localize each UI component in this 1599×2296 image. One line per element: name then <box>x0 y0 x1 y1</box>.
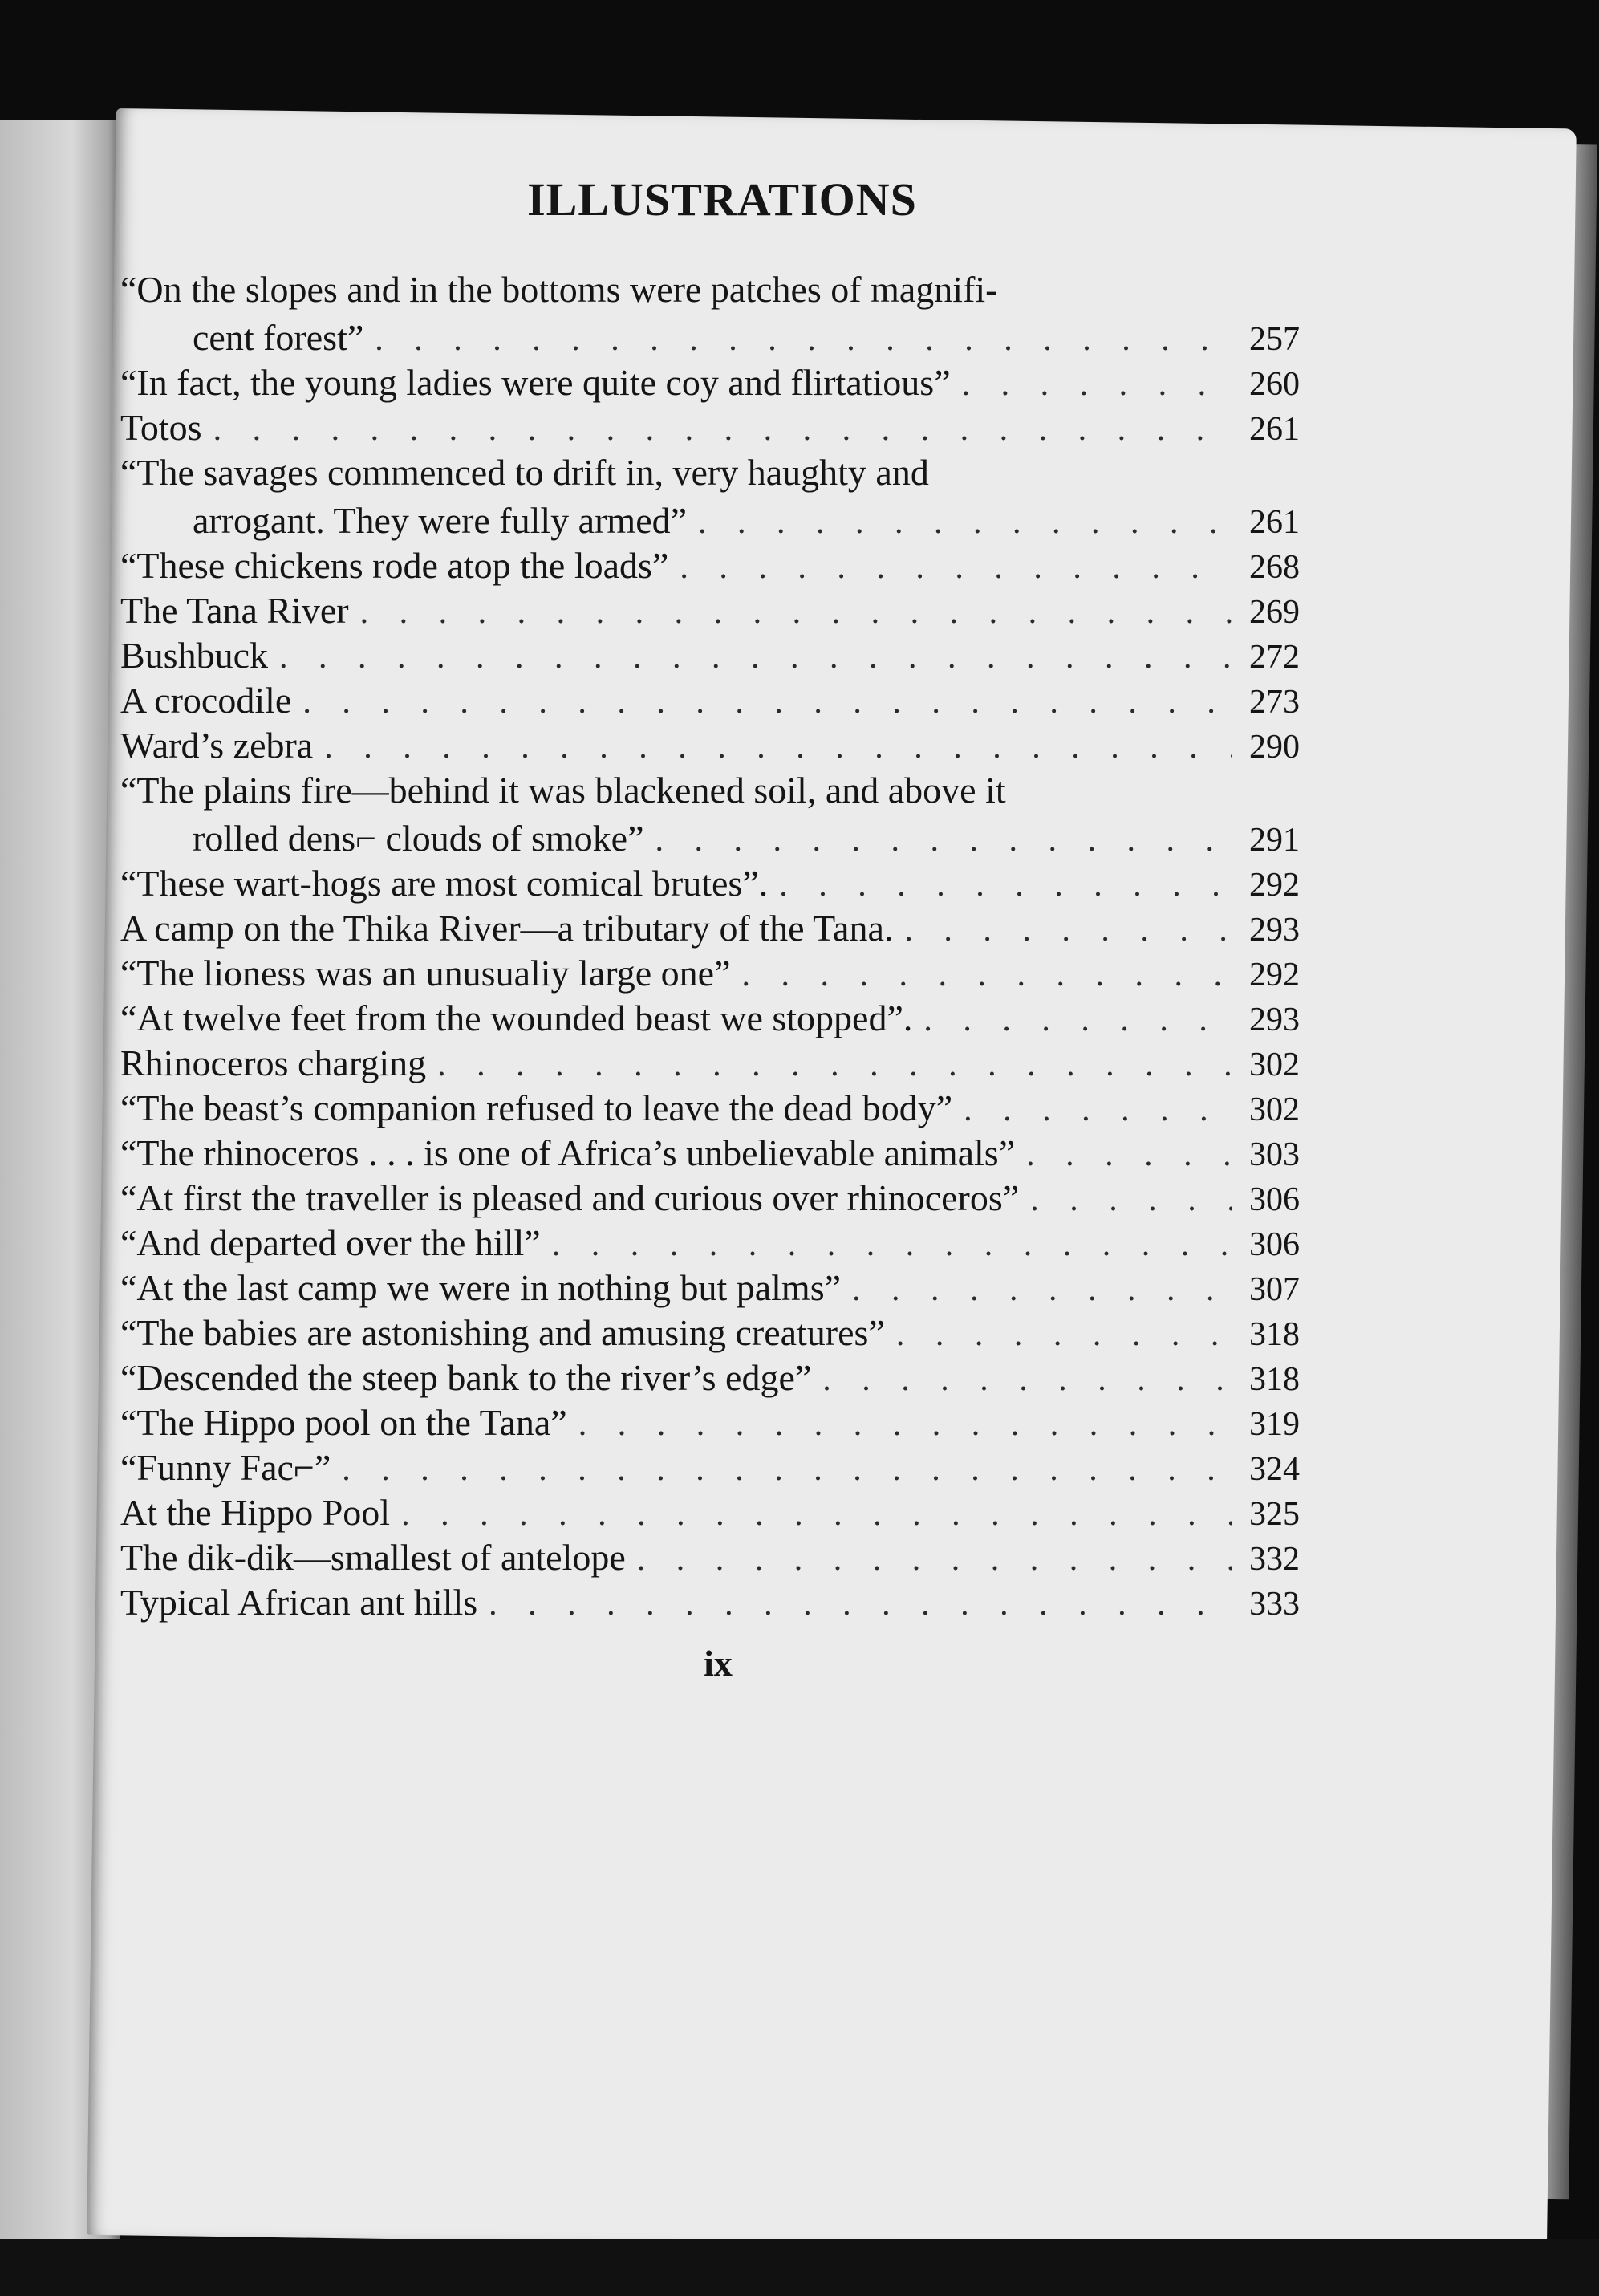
list-item <box>120 1037 1300 1082</box>
entry-line <box>120 857 1300 902</box>
entry-line <box>120 947 1300 992</box>
entry-line <box>120 1531 1300 1576</box>
entry-line <box>120 1576 1300 1621</box>
entry-caption: “And departed over the hill” <box>120 1222 541 1263</box>
entry-caption: At the Hippo Pool <box>120 1492 391 1533</box>
entry-caption: Typical African ant hills <box>120 1582 478 1623</box>
dot-leader <box>822 1363 1232 1396</box>
entry-caption: “The beast’s companion refused to leave the dead body” <box>120 1087 953 1128</box>
page-number: 261 <box>1249 411 1300 448</box>
list-item <box>120 356 1300 401</box>
dot-leader <box>779 868 1232 902</box>
entry-line <box>120 902 1300 947</box>
dot-leader <box>437 1048 1232 1082</box>
entry-caption: “At twelve feet from the wounded beast we stopped”. <box>120 998 913 1038</box>
entry-caption: Ward’s zebra <box>120 725 314 766</box>
page-number: 302 <box>1249 1091 1300 1128</box>
page-number: 332 <box>1249 1541 1300 1578</box>
entry-line <box>120 1217 1300 1262</box>
dot-leader <box>342 1453 1232 1486</box>
entry-line <box>120 263 1300 308</box>
dot-leader <box>489 1587 1232 1621</box>
entry-caption: “At first the traveller is pleased and curious over rhinoceros” <box>120 1177 1020 1218</box>
entry-line <box>120 1306 1300 1351</box>
dot-leader <box>964 1093 1232 1127</box>
dot-leader <box>680 551 1232 584</box>
entry-line <box>120 1262 1300 1306</box>
entry-caption: “The lioness was an unusualiy large one” <box>120 953 731 994</box>
page-number: 268 <box>1249 549 1300 586</box>
entry-caption: The Tana River <box>120 590 349 631</box>
dot-leader <box>302 685 1232 719</box>
entry-line <box>120 1037 1300 1082</box>
page-number: 260 <box>1249 366 1300 403</box>
page-number: 273 <box>1249 684 1300 721</box>
entry-caption: rolled dens⌐ clouds of smoke” <box>193 818 644 859</box>
page-number: 302 <box>1249 1046 1300 1083</box>
dot-leader <box>904 913 1232 947</box>
entry-line <box>120 539 1300 584</box>
dot-leader <box>896 1318 1232 1351</box>
list-item <box>120 1531 1300 1576</box>
page-number: 303 <box>1249 1136 1300 1173</box>
list-item <box>120 539 1300 584</box>
list-item <box>120 719 1300 764</box>
page-number: 293 <box>1249 912 1300 949</box>
entry-caption: “These wart-hogs are most comical brutes”. <box>120 863 769 904</box>
dot-leader <box>655 823 1233 857</box>
list-item <box>120 584 1300 629</box>
page-number: 318 <box>1249 1361 1300 1398</box>
entry-caption: “Funny Fac⌐” <box>120 1447 331 1488</box>
list-item <box>120 674 1300 719</box>
dot-leader <box>401 1497 1232 1531</box>
list-item <box>120 1486 1300 1531</box>
dot-leader <box>1030 1183 1232 1217</box>
list-item <box>120 263 1300 356</box>
entry-line <box>120 1486 1300 1531</box>
page-number: 272 <box>1249 639 1300 676</box>
page-number: 261 <box>1249 504 1300 541</box>
entry-line <box>120 1127 1300 1172</box>
entry-caption: Totos <box>120 407 202 448</box>
list-item <box>120 992 1300 1037</box>
entry-line <box>120 629 1300 674</box>
page-title: ILLUSTRATIONS <box>527 173 917 226</box>
entry-line <box>120 992 1300 1037</box>
entry-caption: “In fact, the young ladies were quite coy and flirtatious” <box>120 362 951 403</box>
dot-leader <box>375 323 1232 356</box>
entry-line <box>120 401 1300 446</box>
entry-line <box>120 308 1300 356</box>
entry-line <box>120 674 1300 719</box>
page-number: 306 <box>1249 1181 1300 1218</box>
scan-border-bottom <box>0 2239 1599 2296</box>
list-item <box>120 401 1300 446</box>
page-number: 293 <box>1249 1002 1300 1038</box>
entry-line <box>120 809 1300 857</box>
entry-line <box>120 1351 1300 1396</box>
dot-leader <box>578 1408 1232 1441</box>
list-item <box>120 629 1300 674</box>
list-item <box>120 1262 1300 1306</box>
list-item <box>120 947 1300 992</box>
page-number: 307 <box>1249 1271 1300 1308</box>
entry-caption: Bushbuck <box>120 635 268 676</box>
page-number: 324 <box>1249 1451 1300 1488</box>
page-number: 290 <box>1249 729 1300 766</box>
list-item <box>120 1082 1300 1127</box>
list-item <box>120 1306 1300 1351</box>
page-number: 319 <box>1249 1406 1300 1443</box>
entry-caption: Rhinoceros charging <box>120 1042 427 1083</box>
dot-leader <box>637 1542 1232 1576</box>
dot-leader <box>741 958 1232 992</box>
page-number: 333 <box>1249 1586 1300 1623</box>
entry-caption: A camp on the Thika River—a tributary of the Tana. <box>120 908 894 949</box>
entry-line <box>120 719 1300 764</box>
entry-caption: “The plains fire—behind it was blackened soil, and above it <box>120 770 1006 811</box>
dot-leader <box>213 412 1232 446</box>
entry-caption: “Descended the steep bank to the river’s edge” <box>120 1357 812 1398</box>
entry-line <box>120 1082 1300 1127</box>
list-item <box>120 446 1300 539</box>
entry-caption: “The babies are astonishing and amusing creatures” <box>120 1312 885 1353</box>
dot-leader <box>279 640 1232 674</box>
page-number: 292 <box>1249 957 1300 994</box>
list-item <box>120 1351 1300 1396</box>
page-number: 318 <box>1249 1316 1300 1353</box>
entry-line <box>120 1172 1300 1217</box>
dot-leader <box>962 368 1232 401</box>
entry-caption: “The rhinoceros . . . is one of Africa’s unbelievable animals” <box>120 1132 1016 1173</box>
list-item <box>120 902 1300 947</box>
list-item <box>120 1576 1300 1621</box>
list-item <box>120 1441 1300 1486</box>
page-number: 292 <box>1249 867 1300 904</box>
dot-leader <box>852 1273 1232 1306</box>
entry-caption: The dik-dik—smallest of antelope <box>120 1537 626 1578</box>
dot-leader <box>552 1228 1232 1262</box>
entry-caption: “On the slopes and in the bottoms were patches of magnifi- <box>120 269 998 310</box>
list-item <box>120 1127 1300 1172</box>
illustrations-list <box>120 263 1300 1621</box>
entry-caption: “The Hippo pool on the Tana” <box>120 1402 567 1443</box>
dot-leader <box>360 595 1232 629</box>
entry-caption: “These chickens rode atop the loads” <box>120 545 669 586</box>
page-number: 306 <box>1249 1226 1300 1263</box>
entry-line <box>120 1441 1300 1486</box>
list-item <box>120 1172 1300 1217</box>
page-folio: ix <box>704 1643 733 1684</box>
list-item <box>120 1217 1300 1262</box>
list-item <box>120 764 1300 857</box>
entry-line <box>120 446 1300 491</box>
entry-caption: arrogant. They were fully armed” <box>193 500 688 541</box>
entry-caption: “The savages commenced to drift in, very haughty and <box>120 452 929 493</box>
dot-leader <box>923 1003 1232 1037</box>
entry-caption: “At the last camp we were in nothing but palms” <box>120 1267 842 1308</box>
page-number: 325 <box>1249 1496 1300 1533</box>
dot-leader <box>698 506 1232 539</box>
page-number: 269 <box>1249 594 1300 631</box>
entry-line <box>120 356 1300 401</box>
list-item <box>120 857 1300 902</box>
entry-line <box>120 764 1300 809</box>
entry-line <box>120 1396 1300 1441</box>
page-content <box>120 173 1300 1684</box>
dot-leader <box>324 730 1232 764</box>
entry-caption: A crocodile <box>120 680 292 721</box>
entry-caption: cent forest” <box>193 317 364 358</box>
dot-leader <box>1026 1138 1232 1172</box>
list-item <box>120 1396 1300 1441</box>
page-number: 291 <box>1249 822 1300 859</box>
entry-line <box>120 584 1300 629</box>
page-number: 257 <box>1249 321 1300 358</box>
entry-line <box>120 491 1300 539</box>
